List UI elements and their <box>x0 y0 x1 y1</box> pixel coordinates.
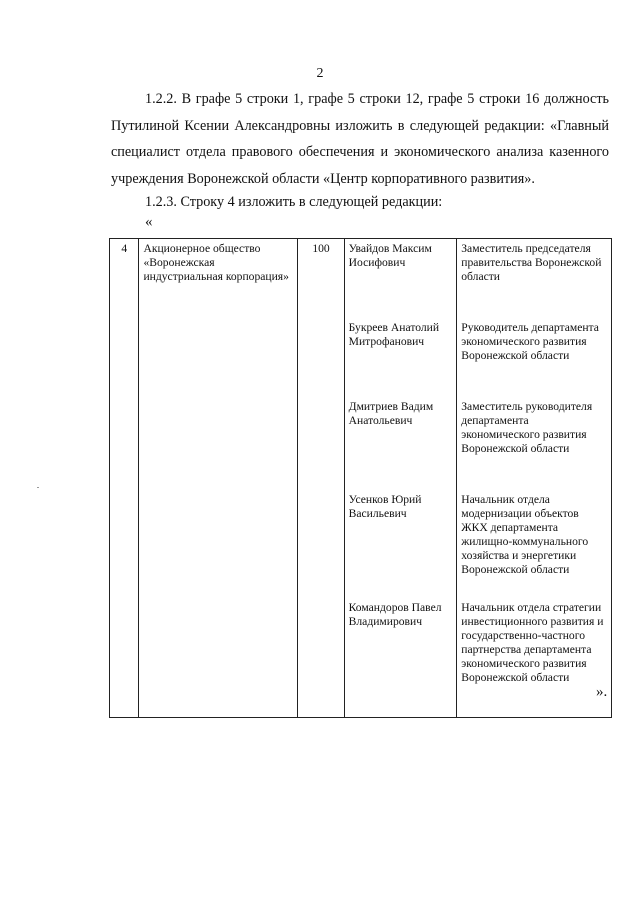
person-position: Заместитель председателя правительства Воронежской области <box>461 242 602 284</box>
person-position: Начальник отдела модернизации объектов ЖКХ департамента жилищно-коммунального хозяйства и энергетики Воронежской области <box>461 493 589 577</box>
positions-cell <box>457 239 612 718</box>
person-name: Увайдов Максим Иосифович <box>348 242 432 270</box>
person-position: Руководитель департамента экономического развития Воронежской области <box>461 321 599 363</box>
paragraph-1-2-2: 1.2.2. В графе 5 строки 1, графе 5 строки 12, графе 5 строки 16 должность Путилиной Ксении Александровны изложить в следующей редакции: «Главный специалист отдела правового обеспечения и экономического анализа казенного учреждения Воронежской области «Центр корпоративного развития». <box>111 91 609 187</box>
opening-quote: « <box>145 214 153 230</box>
row-number-cell: 4 <box>110 239 139 718</box>
table-row <box>110 239 612 718</box>
person-name: Дмитриев Вадим Анатольевич <box>348 400 434 428</box>
person-position: Заместитель руководителя департамента экономического развития Воронежской области <box>461 400 593 456</box>
scan-mark <box>37 487 39 488</box>
board-members-table <box>109 238 612 718</box>
person-name: Усенков Юрий Васильевич <box>348 493 422 521</box>
page-number: 2 <box>316 66 324 81</box>
paragraph-1-2-3: 1.2.3. Строку 4 изложить в следующей редакции: <box>145 194 443 210</box>
closing-quote: ». <box>596 684 608 700</box>
person-name: Командоров Павел Владимирович <box>348 601 442 629</box>
person-name: Букреев Анатолий Митрофанович <box>348 321 440 349</box>
share-cell: 100 <box>298 239 344 718</box>
names-cell <box>344 239 457 718</box>
person-position: Начальник отдела стратегии инвестиционного развития и государственно-частного партнерства департамента экономического развития Воронежской области <box>461 601 604 685</box>
organization-cell: Акционерное общество «Воронежская индустриальная корпорация» <box>139 239 298 718</box>
